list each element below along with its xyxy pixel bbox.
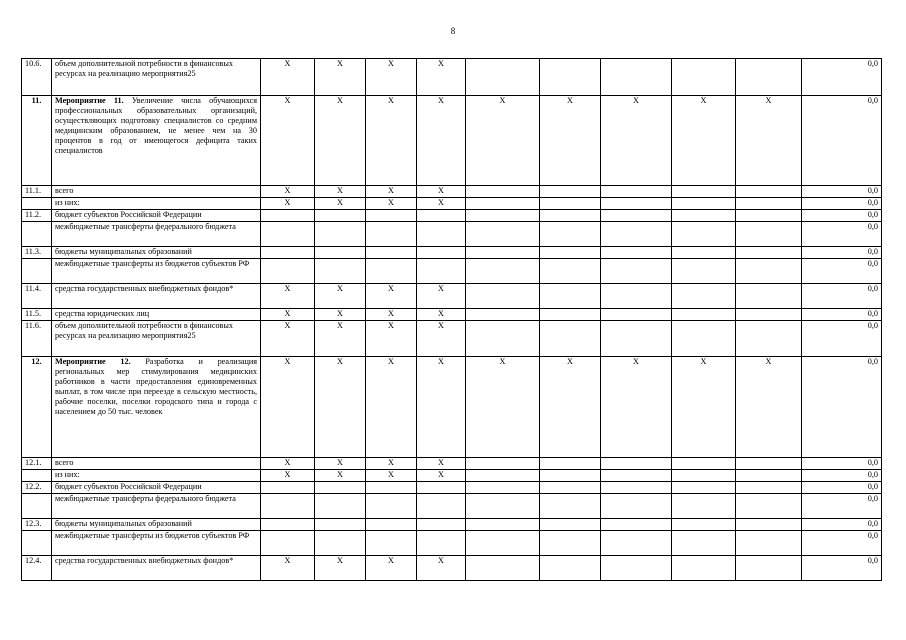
mark-cell: Х	[366, 186, 417, 198]
mark-cell	[466, 247, 540, 259]
value-cell: 0,0	[802, 556, 882, 581]
description-text: Разработка и реализация региональных мер стимулирования медицинских работников в части предоставления единовременных выплат, в том числе при переезде в сельскую местность, рабочие поселки, поселки городского типа и города с населением до 50 тыс. человек	[55, 357, 257, 417]
mark-cell	[601, 482, 672, 494]
measure-title: Мероприятие 11.	[55, 96, 124, 105]
mark-cell	[672, 259, 736, 284]
mark-cell	[540, 259, 601, 284]
mark-cell	[672, 284, 736, 309]
mark-cell	[601, 458, 672, 470]
table-row	[22, 259, 882, 284]
mark-cell: Х	[672, 357, 736, 458]
table-row	[22, 309, 882, 321]
mark-cell: Х	[366, 458, 417, 470]
row-description	[52, 531, 261, 556]
value-cell: 0,0	[802, 357, 882, 458]
mark-cell	[601, 556, 672, 581]
mark-cell	[466, 198, 540, 210]
value-cell: 0,0	[802, 210, 882, 222]
mark-cell	[466, 494, 540, 519]
description-text: межбюджетные трансферты федерального бюджета	[55, 494, 236, 503]
value-cell: 0,0	[802, 259, 882, 284]
description-text: бюджеты муниципальных образований	[55, 519, 192, 528]
table-row	[22, 59, 882, 96]
mark-cell	[315, 259, 366, 284]
mark-cell	[261, 482, 315, 494]
mark-cell: Х	[315, 470, 366, 482]
mark-cell	[261, 259, 315, 284]
mark-cell	[736, 259, 802, 284]
table-row	[22, 96, 882, 186]
mark-cell: Х	[417, 321, 466, 357]
mark-cell: Х	[315, 96, 366, 186]
row-description	[52, 222, 261, 247]
row-number: 11.2.	[22, 210, 52, 222]
mark-cell	[540, 198, 601, 210]
mark-cell	[736, 210, 802, 222]
mark-cell	[736, 309, 802, 321]
mark-cell: Х	[417, 59, 466, 96]
mark-cell	[417, 482, 466, 494]
row-description	[52, 186, 261, 198]
mark-cell	[736, 494, 802, 519]
description-text: объем дополнительной потребности в финансовых ресурсах на реализацию мероприятия25	[55, 321, 234, 341]
mark-cell: Х	[466, 96, 540, 186]
row-description	[52, 494, 261, 519]
table-row	[22, 556, 882, 581]
mark-cell	[672, 531, 736, 556]
row-number: 11.5.	[22, 309, 52, 321]
mark-cell: Х	[261, 357, 315, 458]
mark-cell	[261, 210, 315, 222]
description-text: межбюджетные трансферты из бюджетов субъектов РФ	[55, 531, 250, 540]
mark-cell: Х	[417, 186, 466, 198]
row-number: 12.3.	[22, 519, 52, 531]
mark-cell	[736, 482, 802, 494]
mark-cell: Х	[417, 470, 466, 482]
mark-cell	[601, 309, 672, 321]
mark-cell: Х	[540, 96, 601, 186]
mark-cell	[601, 531, 672, 556]
mark-cell	[672, 59, 736, 96]
table-row	[22, 470, 882, 482]
mark-cell: Х	[315, 284, 366, 309]
value-cell: 0,0	[802, 482, 882, 494]
mark-cell	[540, 458, 601, 470]
row-number: 11.1.	[22, 186, 52, 198]
mark-cell	[736, 321, 802, 357]
row-number: 12.2.	[22, 482, 52, 494]
row-number	[22, 198, 52, 210]
mark-cell	[366, 531, 417, 556]
mark-cell	[601, 222, 672, 247]
value-cell: 0,0	[802, 186, 882, 198]
mark-cell: Х	[601, 357, 672, 458]
row-description	[52, 519, 261, 531]
measure-title: Мероприятие 12.	[55, 357, 131, 366]
mark-cell	[540, 470, 601, 482]
table-row	[22, 494, 882, 519]
mark-cell: Х	[366, 309, 417, 321]
mark-cell: Х	[315, 321, 366, 357]
row-number: 12.	[22, 357, 52, 458]
table-row	[22, 458, 882, 470]
table-row	[22, 198, 882, 210]
row-number: 11.6.	[22, 321, 52, 357]
mark-cell	[540, 284, 601, 309]
mark-cell	[540, 59, 601, 96]
mark-cell	[672, 519, 736, 531]
mark-cell	[366, 494, 417, 519]
mark-cell: Х	[366, 357, 417, 458]
mark-cell	[601, 259, 672, 284]
description-text: бюджет субъектов Российской Федерации	[55, 210, 202, 219]
mark-cell	[601, 198, 672, 210]
table-row	[22, 284, 882, 309]
mark-cell	[540, 321, 601, 357]
mark-cell	[672, 309, 736, 321]
mark-cell: Х	[315, 59, 366, 96]
mark-cell	[540, 556, 601, 581]
mark-cell	[466, 556, 540, 581]
mark-cell: Х	[366, 96, 417, 186]
mark-cell	[466, 59, 540, 96]
mark-cell	[540, 247, 601, 259]
mark-cell: Х	[261, 309, 315, 321]
mark-cell	[466, 259, 540, 284]
value-cell: 0,0	[802, 309, 882, 321]
mark-cell	[672, 494, 736, 519]
mark-cell: Х	[261, 186, 315, 198]
mark-cell: Х	[261, 284, 315, 309]
mark-cell: Х	[417, 458, 466, 470]
mark-cell: Х	[736, 357, 802, 458]
row-number: 12.4.	[22, 556, 52, 581]
mark-cell: Х	[417, 309, 466, 321]
mark-cell	[736, 222, 802, 247]
mark-cell: Х	[315, 309, 366, 321]
mark-cell: Х	[261, 59, 315, 96]
mark-cell	[366, 210, 417, 222]
mark-cell	[540, 222, 601, 247]
value-cell: 0,0	[802, 519, 882, 531]
mark-cell	[466, 309, 540, 321]
mark-cell: Х	[417, 556, 466, 581]
mark-cell: Х	[466, 357, 540, 458]
mark-cell	[366, 222, 417, 247]
row-description	[52, 556, 261, 581]
mark-cell: Х	[366, 556, 417, 581]
mark-cell	[315, 247, 366, 259]
mark-cell	[466, 186, 540, 198]
mark-cell: Х	[366, 470, 417, 482]
description-text: из них:	[55, 198, 80, 207]
mark-cell	[601, 210, 672, 222]
row-number	[22, 259, 52, 284]
mark-cell	[540, 210, 601, 222]
mark-cell	[672, 482, 736, 494]
row-number: 11.3.	[22, 247, 52, 259]
table-row	[22, 519, 882, 531]
mark-cell	[261, 519, 315, 531]
value-cell: 0,0	[802, 494, 882, 519]
mark-cell	[417, 494, 466, 519]
row-description	[52, 470, 261, 482]
mark-cell: Х	[736, 96, 802, 186]
mark-cell	[736, 186, 802, 198]
description-text: бюджет субъектов Российской Федерации	[55, 482, 202, 491]
mark-cell	[540, 482, 601, 494]
mark-cell	[540, 531, 601, 556]
mark-cell	[466, 284, 540, 309]
row-number	[22, 470, 52, 482]
mark-cell	[417, 531, 466, 556]
table-row	[22, 357, 882, 458]
value-cell: 0,0	[802, 222, 882, 247]
value-cell: 0,0	[802, 470, 882, 482]
description-text: средства юридических лиц	[55, 309, 150, 318]
mark-cell	[736, 470, 802, 482]
mark-cell	[466, 222, 540, 247]
mark-cell	[261, 531, 315, 556]
mark-cell	[601, 321, 672, 357]
row-number: 12.1.	[22, 458, 52, 470]
mark-cell	[601, 247, 672, 259]
mark-cell	[672, 210, 736, 222]
mark-cell	[315, 210, 366, 222]
table-row	[22, 531, 882, 556]
value-cell: 0,0	[802, 96, 882, 186]
mark-cell	[601, 470, 672, 482]
mark-cell	[315, 222, 366, 247]
row-description	[52, 284, 261, 309]
mark-cell: Х	[417, 357, 466, 458]
description-text: всего	[55, 186, 74, 195]
table-row	[22, 222, 882, 247]
mark-cell	[736, 519, 802, 531]
mark-cell: Х	[417, 198, 466, 210]
mark-cell: Х	[315, 357, 366, 458]
mark-cell	[261, 494, 315, 519]
mark-cell	[540, 309, 601, 321]
mark-cell: Х	[315, 198, 366, 210]
budget-table	[21, 58, 882, 581]
mark-cell	[601, 494, 672, 519]
mark-cell: Х	[261, 321, 315, 357]
row-description	[52, 96, 261, 186]
mark-cell	[315, 531, 366, 556]
value-cell: 0,0	[802, 59, 882, 96]
row-description	[52, 321, 261, 357]
mark-cell	[417, 259, 466, 284]
mark-cell: Х	[261, 556, 315, 581]
mark-cell	[417, 519, 466, 531]
mark-cell	[315, 519, 366, 531]
mark-cell	[366, 259, 417, 284]
mark-cell: Х	[261, 458, 315, 470]
mark-cell	[417, 247, 466, 259]
mark-cell	[672, 247, 736, 259]
row-description	[52, 259, 261, 284]
mark-cell: Х	[261, 470, 315, 482]
mark-cell	[736, 531, 802, 556]
mark-cell: Х	[417, 96, 466, 186]
value-cell: 0,0	[802, 247, 882, 259]
mark-cell: Х	[315, 556, 366, 581]
mark-cell: Х	[315, 458, 366, 470]
page-number: 8	[450, 26, 456, 36]
mark-cell	[366, 519, 417, 531]
mark-cell: Х	[366, 284, 417, 309]
description-text: Увеличение числа обучающихся профессиональных образовательных организаций, осуществляющих подготовку специалистов со средним медицинским образованием, не менее чем на 30 процентов в год от имеющегося дефицита таких специалистов	[55, 96, 257, 156]
description-text: межбюджетные трансферты федерального бюджета	[55, 222, 236, 231]
mark-cell	[672, 470, 736, 482]
value-cell: 0,0	[802, 531, 882, 556]
row-number: 10.6.	[22, 59, 52, 96]
mark-cell	[366, 482, 417, 494]
mark-cell	[315, 482, 366, 494]
table-row	[22, 186, 882, 198]
table-row	[22, 210, 882, 222]
mark-cell	[672, 556, 736, 581]
description-text: межбюджетные трансферты из бюджетов субъектов РФ	[55, 259, 250, 268]
mark-cell	[417, 222, 466, 247]
mark-cell	[261, 222, 315, 247]
mark-cell	[466, 519, 540, 531]
mark-cell	[736, 59, 802, 96]
mark-cell	[672, 222, 736, 247]
mark-cell	[601, 59, 672, 96]
description-text: объем дополнительной потребности в финансовых ресурсах на реализацию мероприятия25	[55, 59, 234, 79]
mark-cell	[736, 458, 802, 470]
mark-cell	[601, 519, 672, 531]
value-cell: 0,0	[802, 458, 882, 470]
mark-cell: Х	[261, 198, 315, 210]
table-row	[22, 482, 882, 494]
mark-cell	[540, 186, 601, 198]
table-row	[22, 321, 882, 357]
mark-cell: Х	[261, 96, 315, 186]
row-description	[52, 482, 261, 494]
row-number: 11.4.	[22, 284, 52, 309]
mark-cell: Х	[315, 186, 366, 198]
row-description	[52, 247, 261, 259]
mark-cell	[601, 284, 672, 309]
mark-cell	[466, 210, 540, 222]
row-description	[52, 309, 261, 321]
mark-cell	[540, 519, 601, 531]
row-number	[22, 531, 52, 556]
mark-cell	[466, 470, 540, 482]
row-number	[22, 494, 52, 519]
mark-cell	[466, 482, 540, 494]
mark-cell	[466, 321, 540, 357]
mark-cell	[315, 494, 366, 519]
mark-cell: Х	[540, 357, 601, 458]
mark-cell	[601, 186, 672, 198]
value-cell: 0,0	[802, 198, 882, 210]
description-text: средства государственных внебюджетных фондов*	[55, 284, 234, 293]
mark-cell	[466, 458, 540, 470]
row-description	[52, 357, 261, 458]
description-text: всего	[55, 458, 74, 467]
mark-cell	[736, 556, 802, 581]
row-description	[52, 458, 261, 470]
mark-cell: Х	[601, 96, 672, 186]
description-text: средства государственных внебюджетных фондов*	[55, 556, 234, 565]
mark-cell	[736, 284, 802, 309]
value-cell: 0,0	[802, 284, 882, 309]
mark-cell	[540, 494, 601, 519]
row-description	[52, 198, 261, 210]
mark-cell	[417, 210, 466, 222]
mark-cell	[672, 321, 736, 357]
mark-cell: Х	[366, 198, 417, 210]
row-description	[52, 59, 261, 96]
description-text: бюджеты муниципальных образований	[55, 247, 192, 256]
row-number: 11.	[22, 96, 52, 186]
mark-cell: Х	[366, 321, 417, 357]
row-number	[22, 222, 52, 247]
row-description	[52, 210, 261, 222]
mark-cell	[672, 198, 736, 210]
mark-cell: Х	[366, 59, 417, 96]
mark-cell: Х	[417, 284, 466, 309]
mark-cell	[261, 247, 315, 259]
mark-cell	[366, 247, 417, 259]
mark-cell	[672, 186, 736, 198]
mark-cell	[466, 531, 540, 556]
description-text: из них:	[55, 470, 80, 479]
mark-cell: Х	[672, 96, 736, 186]
mark-cell	[672, 458, 736, 470]
table-row	[22, 247, 882, 259]
value-cell: 0,0	[802, 321, 882, 357]
mark-cell	[736, 198, 802, 210]
mark-cell	[736, 247, 802, 259]
